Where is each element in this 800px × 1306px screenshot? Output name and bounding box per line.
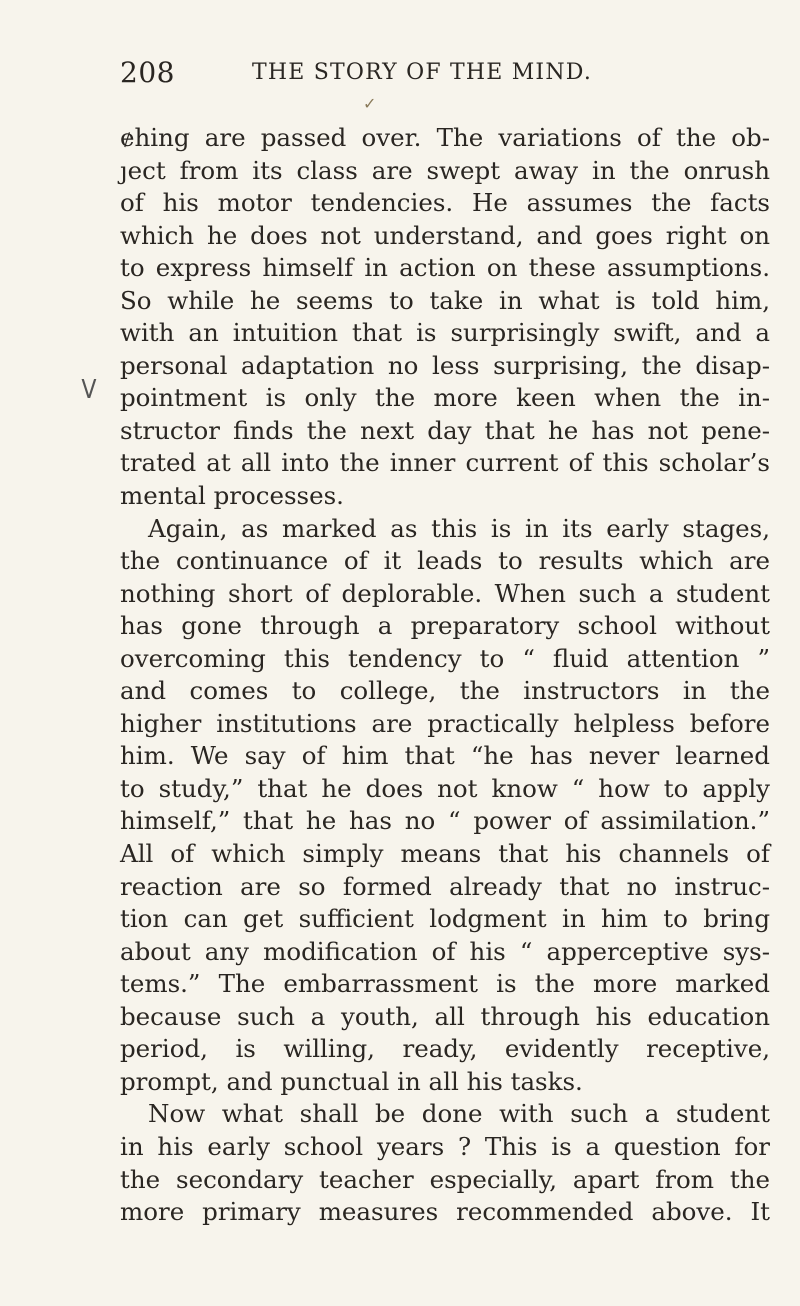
text-line: himself,” that he has no “ power of assimilation.” [120,806,770,836]
text-line: ȷect from its class are swept away in the onrush [120,155,770,185]
text-line: tion can get sufficient lodgment in him to bring [120,904,770,934]
page-header [120,56,770,113]
body-text [120,122,770,1229]
text-line: period, is willing, ready, evidently receptive, [120,1034,770,1064]
text-line: tems.” The embarrassment is the more marked [120,969,770,999]
text-line: All of which simply means that his channels of [120,839,770,869]
text-line: reaction are so formed already that no instruc- [120,871,770,901]
text-line: overcoming this tendency to “ fluid attention ” [120,643,770,673]
text-line: So while he seems to take in what is told him, [120,285,770,315]
text-line: in his early school years ? This is a question for [120,1131,770,1161]
text-line: more primary measures recommended above. It [120,1197,770,1227]
text-line: Again, as marked as this is in its early stages, [148,513,770,543]
text-line: to express himself in action on these assumptions. [120,253,770,283]
text-line: of his motor tendencies. He assumes the facts [120,188,770,218]
text-line: mental processes. [120,481,344,511]
text-line: ɇhing are passed over. The variations of the ob- [120,123,770,152]
text-line: to study,” that he does not know “ how to apply [120,773,770,803]
page-number: 208 [120,56,175,89]
text-line: which he does not understand, and goes right on [120,220,770,250]
header-mark: ✓ [363,94,377,113]
text-line: has gone through a preparatory school without [120,611,770,641]
text-line: because such a youth, all through his education [120,1001,770,1031]
text-line: trated at all into the inner current of this scholar’s [120,448,770,478]
text-line: prompt, and punctual in all his tasks. [120,1066,583,1096]
text-line: Now what shall be done with such a student [148,1099,770,1129]
text-line: him. We say of him that “he has never learned [120,741,770,771]
text-line: with an intuition that is surprisingly swift, and a [120,318,770,348]
text-line: personal adaptation no less surprising, the disap- [120,350,770,380]
text-line: pointment is only the more keen when the in- [120,383,770,413]
text-line: about any modification of his “ apperceptive sys- [120,936,770,966]
margin-mark: V [81,375,97,405]
text-line: higher institutions are practically helpless before [120,708,770,738]
text-line: structor finds the next day that he has not pene- [120,415,770,445]
text-line: the secondary teacher especially, apart from the [120,1164,770,1194]
running-title: THE STORY OF THE MIND. [252,60,593,85]
text-line: and comes to college, the instructors in the [120,676,770,706]
text-line: the continuance of it leads to results which are [120,546,770,576]
text-line: nothing short of deplorable. When such a student [120,578,770,608]
